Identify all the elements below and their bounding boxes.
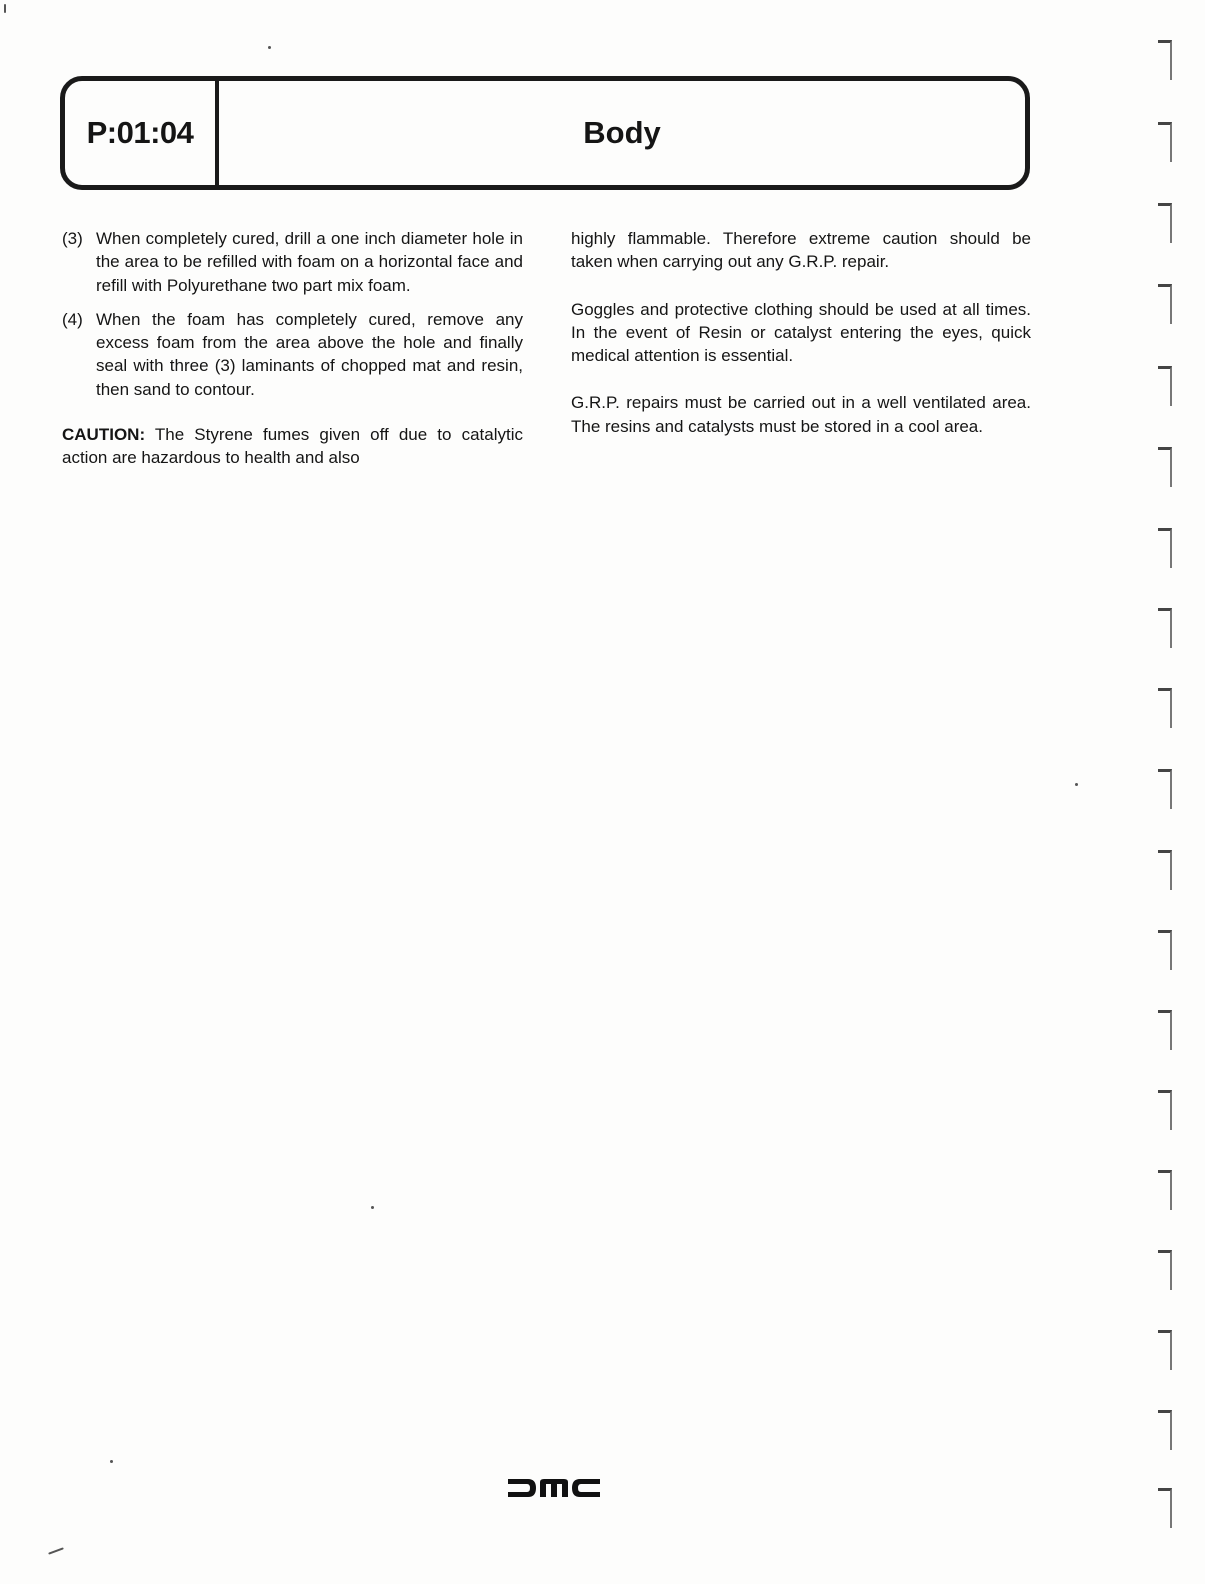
tab-mark <box>1158 1010 1172 1050</box>
ventilation-paragraph: G.R.P. repairs must be carried out in a well ventilated area. The resins and catalysts must be stored in a cool area. <box>571 393 1031 436</box>
step-4 <box>62 308 523 401</box>
tab-mark <box>1158 608 1172 648</box>
tab-mark <box>1158 1250 1172 1290</box>
scan-speck <box>371 1206 374 1209</box>
tab-mark <box>1158 1170 1172 1210</box>
tab-mark <box>1158 1330 1172 1370</box>
step-number: (3) <box>62 229 83 248</box>
tab-mark <box>1158 688 1172 728</box>
tab-mark <box>1158 40 1172 80</box>
tab-mark <box>1158 1488 1172 1528</box>
section-title: Body <box>583 115 661 150</box>
caution-text: The Styrene fumes given off due to catalytic action are hazardous to health and also <box>62 425 523 468</box>
scan-speck <box>4 4 6 13</box>
tab-mark <box>1158 366 1172 406</box>
tab-mark <box>1158 203 1172 243</box>
dmc-logo-icon <box>508 1477 600 1499</box>
tab-mark <box>1158 769 1172 809</box>
goggles-paragraph: Goggles and protective clothing should be used at all times. In the event of Resin or catalyst entering the eyes, quick medical attention is essential. <box>571 299 1031 366</box>
tab-mark <box>1158 1090 1172 1130</box>
step-3 <box>62 227 523 297</box>
step-text: When completely cured, drill a one inch diameter hole in the area to be refilled with foam on a horizontal face and refill with Polyurethane two part mix foam. <box>96 229 523 295</box>
tab-mark <box>1158 122 1172 162</box>
flammable-paragraph: highly flammable. Therefore extreme caution should be taken when carrying out any G.R.P. repair. <box>571 229 1031 272</box>
tab-mark <box>1158 284 1172 324</box>
tab-mark <box>1158 850 1172 890</box>
header-box <box>60 76 1030 190</box>
scan-speck <box>1075 783 1078 786</box>
caution-label: CAUTION: <box>62 425 146 445</box>
caution-paragraph <box>62 423 523 470</box>
scan-speck <box>268 46 271 49</box>
tab-mark <box>1158 930 1172 970</box>
scan-speck <box>48 1547 64 1554</box>
step-text: When the foam has completely cured, remove any excess foam from the area above the hole and finally seal with three (3) laminants of chopped mat and resin, then sand to contour. <box>96 309 523 399</box>
step-number: (4) <box>62 309 83 329</box>
left-column <box>62 227 523 494</box>
tab-mark <box>1158 447 1172 487</box>
section-code: P:01:04 <box>86 115 194 150</box>
tab-mark <box>1158 1410 1172 1450</box>
right-column <box>571 227 1031 462</box>
tab-mark <box>1158 528 1172 568</box>
scan-speck <box>110 1460 113 1463</box>
